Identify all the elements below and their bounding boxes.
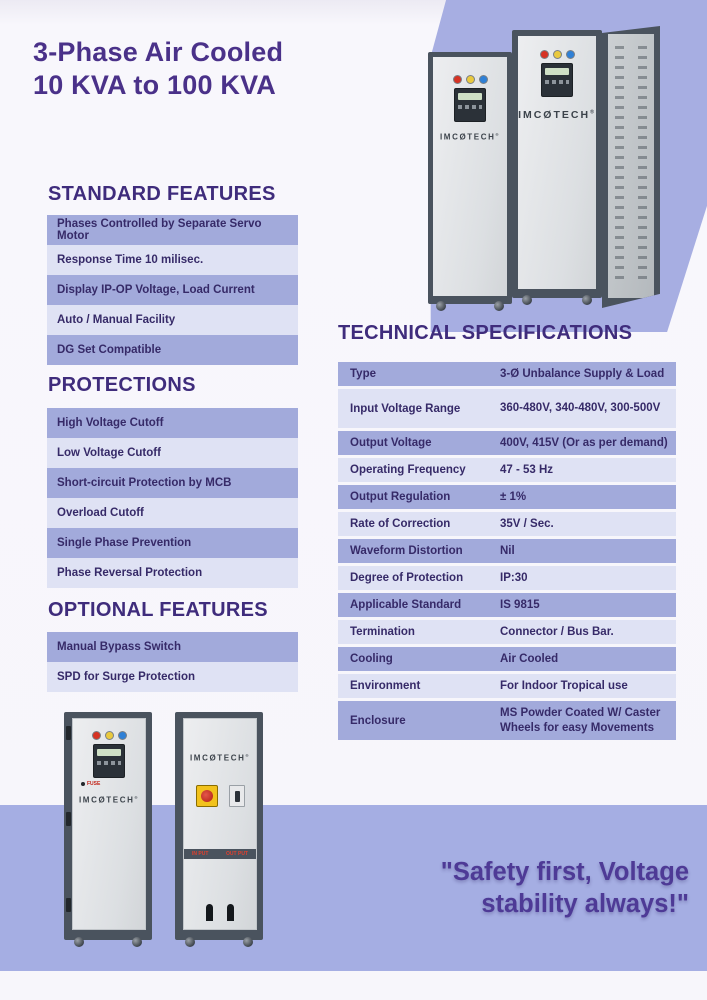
brand-logo [433, 132, 507, 142]
digital-display [541, 63, 573, 97]
spec-row [338, 389, 676, 431]
spec-value: For Indoor Tropical use [500, 679, 628, 692]
lcd-screen [545, 68, 569, 75]
input-label: IN PUT [192, 851, 209, 857]
caster-wheel-icon [582, 295, 592, 305]
feature-item: Short-circuit Protection by MCB [47, 468, 298, 498]
standard-features-list [47, 215, 298, 365]
spec-value: IP:30 [500, 571, 528, 584]
spec-value: Nil [500, 544, 515, 557]
spec-label: Output Voltage [350, 437, 432, 449]
hinge-icon [66, 812, 71, 826]
fuse-text: FUSE [87, 781, 101, 787]
lcd-screen [97, 749, 121, 756]
spec-label: Waveform Distortion [350, 545, 463, 557]
caster-wheel-icon [494, 301, 504, 311]
control-panel [518, 50, 596, 97]
spec-row [338, 620, 676, 647]
feature-item: Manual Bypass Switch [47, 632, 298, 662]
spec-row [338, 485, 676, 512]
spec-label: Environment [350, 680, 421, 692]
registered-mark: ® [134, 795, 140, 800]
louver-vents-icon [615, 46, 624, 286]
cable-slot-icon [206, 904, 213, 921]
spec-value: Connector / Bus Bar. [500, 625, 614, 638]
brand-logo-text: IMCØTECH [78, 795, 135, 805]
cabinet-frame [175, 712, 263, 940]
spec-value: Air Cooled [500, 652, 559, 665]
fuse-label [73, 781, 145, 787]
caster-wheel-icon [185, 937, 195, 947]
brand-logo [184, 753, 256, 763]
output-label: OUT PUT [226, 851, 248, 857]
page-title-line2: 10 KVA to 100 KVA [33, 70, 276, 101]
spec-row [338, 674, 676, 701]
cabinet-door [72, 718, 146, 930]
spec-label: Operating Frequency [350, 464, 466, 476]
brand-logo [73, 795, 145, 805]
side-panel [608, 34, 654, 298]
blue-button-icon [479, 75, 488, 84]
spec-label: Rate of Correction [350, 518, 451, 530]
indicator-buttons [518, 50, 596, 59]
caster-wheel-icon [522, 295, 532, 305]
display-keys [545, 80, 569, 84]
spec-value: IS 9815 [500, 598, 540, 611]
protections-heading: PROTECTIONS [48, 374, 196, 396]
switch-panel [184, 785, 256, 807]
spec-row [338, 512, 676, 539]
spec-row [338, 566, 676, 593]
stabilizer-back-view-photo [175, 712, 263, 940]
caster-wheel-icon [132, 937, 142, 947]
feature-item: Display IP-OP Voltage, Load Current [47, 275, 298, 305]
technical-specifications-heading: TECHNICAL SPECIFICATIONS [338, 322, 633, 344]
registered-mark: ® [495, 132, 501, 137]
hinge-icon [66, 726, 71, 740]
blue-button-icon [566, 50, 575, 59]
display-keys [458, 105, 482, 109]
spec-label: Input Voltage Range [350, 402, 461, 415]
spec-value: MS Powder Coated W/ Caster Wheels for easy Movements [500, 706, 661, 734]
caster-wheel-icon [243, 937, 253, 947]
spec-value: ± 1% [500, 490, 527, 503]
feature-item: Response Time 10 milisec. [47, 245, 298, 275]
feature-item: Low Voltage Cutoff [47, 438, 298, 468]
indicator-buttons [433, 75, 507, 84]
feature-item: Auto / Manual Facility [47, 305, 298, 335]
spec-row [338, 647, 676, 674]
caster-wheel-icon [436, 301, 446, 311]
brand-logo-text: IMCØTECH [518, 109, 591, 121]
cable-slot-icon [227, 904, 234, 921]
breaker-icon [229, 785, 245, 807]
stabilizer-front-view-photo [64, 712, 152, 940]
feature-item: Overload Cutoff [47, 498, 298, 528]
digital-display [454, 88, 486, 122]
feature-item: DG Set Compatible [47, 335, 298, 365]
control-panel [433, 75, 507, 122]
red-button-icon [453, 75, 462, 84]
blue-button-icon [118, 731, 127, 740]
cabinet-door [518, 36, 596, 289]
brand-logo-text: IMCØTECH [439, 132, 496, 142]
yellow-button-icon [466, 75, 475, 84]
digital-display [93, 744, 125, 778]
technical-specifications-table [338, 362, 676, 743]
page-title-line1: 3-Phase Air Cooled [33, 37, 284, 67]
spec-label: Type [350, 368, 376, 380]
louver-vents-icon [638, 46, 647, 286]
cable-slots [184, 904, 256, 921]
spec-row [338, 458, 676, 485]
feature-item: Phase Reversal Protection [47, 558, 298, 588]
spec-value: 360-480V, 340-480V, 300-500V [500, 402, 661, 415]
control-panel [73, 731, 145, 787]
brand-logo-text: IMCØTECH [189, 753, 246, 763]
caster-wheel-icon [74, 937, 84, 947]
spec-value: 3-Ø Unbalance Supply & Load [500, 367, 665, 380]
spec-value: 35V / Sec. [500, 517, 554, 530]
fuse-holder-icon [81, 782, 85, 786]
cabinet-frame [64, 712, 152, 940]
spec-label: Enclosure [350, 714, 406, 727]
lcd-screen [458, 93, 482, 100]
spec-label: Degree of Protection [350, 572, 464, 584]
stabilizer-cabinet-small [428, 52, 512, 304]
spec-value: 47 - 53 Hz [500, 463, 554, 476]
spec-value: 400V, 415V (Or as per demand) [500, 436, 668, 449]
red-button-icon [92, 731, 101, 740]
yellow-button-icon [553, 50, 562, 59]
cabinet-door [433, 57, 507, 296]
stabilizer-cabinet-large-front [512, 30, 602, 298]
stabilizer-cabinet-large-side [602, 26, 660, 308]
display-keys [97, 761, 121, 765]
spec-label: Termination [350, 626, 415, 638]
tagline-line2: stability always!" [481, 890, 689, 919]
spec-row [338, 593, 676, 620]
registered-mark: ® [245, 753, 251, 758]
feature-item: SPD for Surge Protection [47, 662, 298, 692]
tagline-line1: "Safety first, Voltage [440, 858, 689, 886]
registered-mark: ® [590, 109, 596, 116]
tagline-quote [441, 856, 689, 921]
indicator-buttons [73, 731, 145, 740]
io-divider [184, 849, 256, 859]
optional-features-heading: OPTIONAL FEATURES [48, 599, 268, 621]
yellow-button-icon [105, 731, 114, 740]
optional-features-list [47, 632, 298, 692]
protections-list [47, 408, 298, 588]
page-title [33, 36, 283, 103]
cabinet-rear-panel [183, 718, 257, 930]
feature-item: High Voltage Cutoff [47, 408, 298, 438]
feature-item: Single Phase Prevention [47, 528, 298, 558]
rotary-main-switch-icon [196, 785, 218, 807]
spec-row [338, 362, 676, 389]
spec-row [338, 539, 676, 566]
feature-item: Phases Controlled by Separate Servo Motor [47, 215, 298, 245]
spec-label: Output Regulation [350, 491, 451, 503]
product-photo-hero [400, 0, 707, 332]
brand-logo [518, 109, 596, 121]
spec-label: Applicable Standard [350, 599, 462, 611]
hinge-icon [66, 898, 71, 912]
standard-features-heading: STANDARD FEATURES [48, 183, 276, 205]
spec-row [338, 431, 676, 458]
spec-row [338, 701, 676, 743]
red-button-icon [540, 50, 549, 59]
spec-label: Cooling [350, 653, 393, 665]
